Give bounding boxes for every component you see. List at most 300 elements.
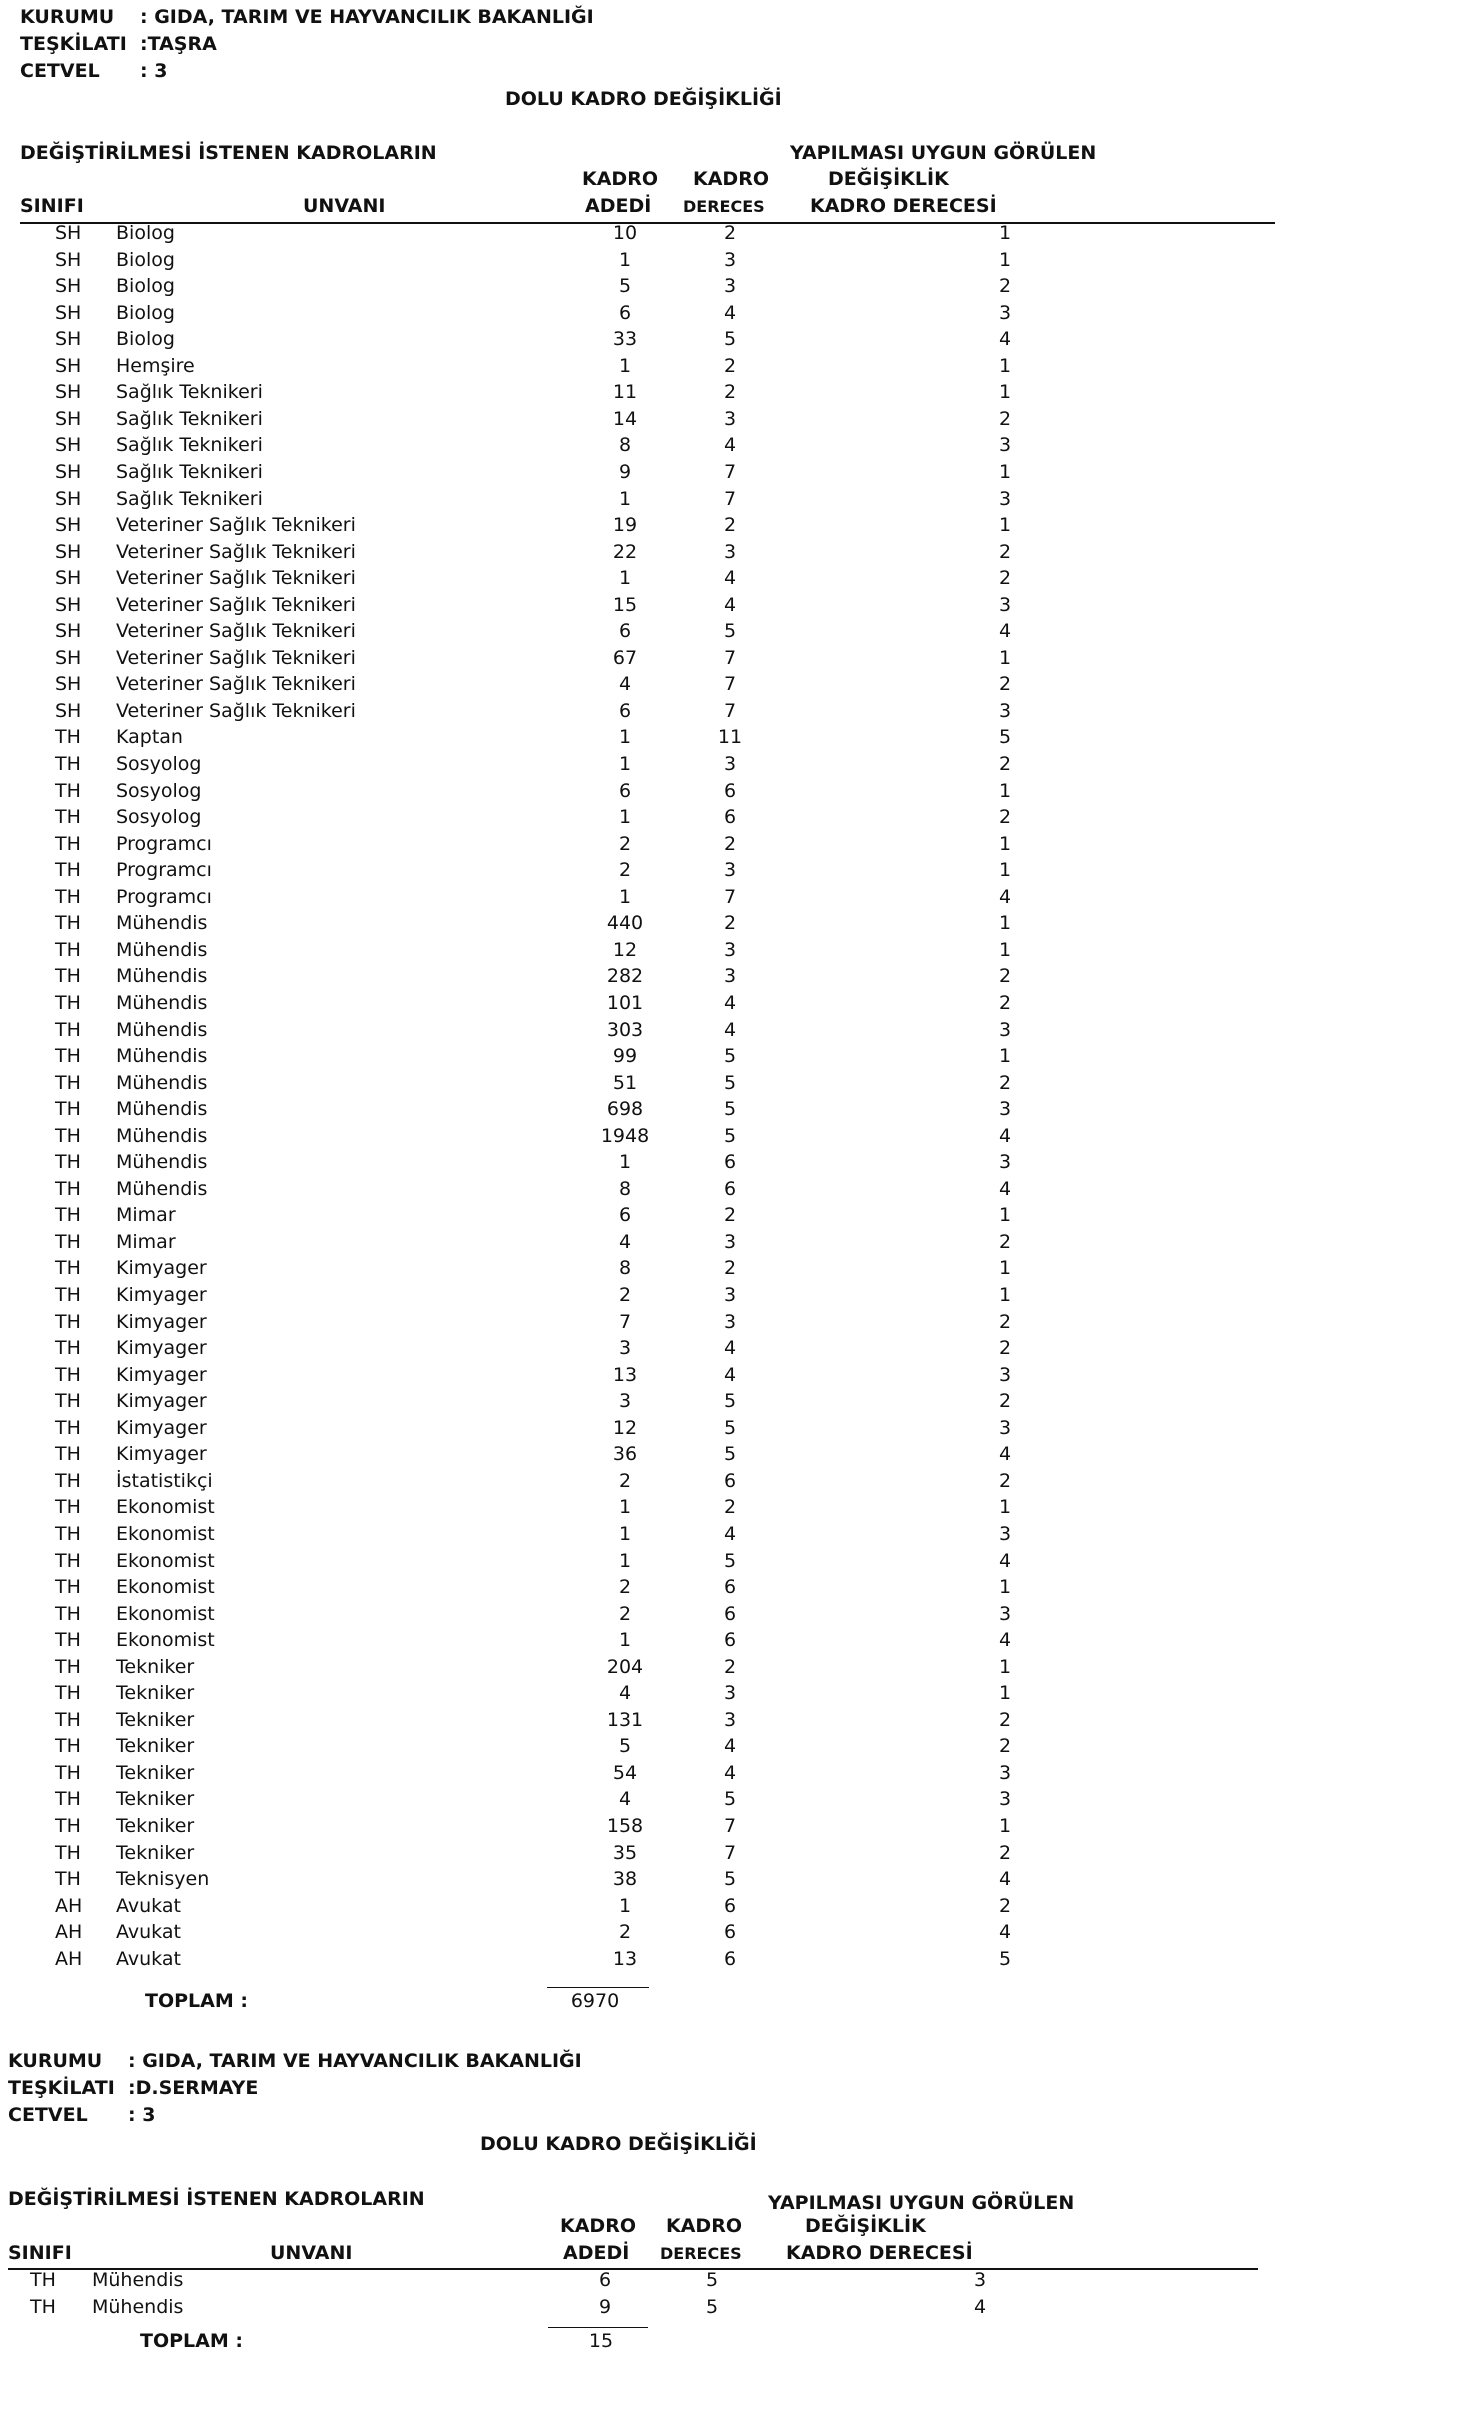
- cell-kadro-derecesi: 4: [998, 328, 1012, 351]
- cell-unvani: Tekniker: [116, 1788, 195, 1811]
- table-row: [0, 1523, 1475, 1550]
- cell-adedi: 51: [612, 1071, 638, 1094]
- col-header-kadro-2-2: KADRO: [666, 2215, 742, 2237]
- cell-kadro-derecesi: 2: [998, 806, 1012, 829]
- cell-adedi: 6: [618, 301, 632, 324]
- table-row: [0, 381, 1475, 408]
- cell-kadro-derecesi: 3: [998, 1416, 1012, 1439]
- table-row: [0, 1868, 1475, 1895]
- cell-kadro-derecesi: 1: [998, 248, 1012, 271]
- table-row: [0, 1656, 1475, 1683]
- cell-sinifi: TH: [55, 1337, 81, 1360]
- cell-unvani: Tekniker: [116, 1735, 195, 1758]
- table-row: [0, 859, 1475, 886]
- table-row: [0, 514, 1475, 541]
- table-row: [0, 700, 1475, 727]
- cell-unvani: Avukat: [116, 1947, 181, 1970]
- cell-unvani: Mühendis: [116, 938, 208, 961]
- cell-derece: 2: [723, 222, 737, 244]
- table-row: [0, 647, 1475, 674]
- cell-kadro-derecesi: 1: [998, 514, 1012, 537]
- cell-kadro-derecesi: 2: [998, 1735, 1012, 1758]
- cell-derece: 5: [723, 1071, 737, 1094]
- cell-adedi: 2: [618, 832, 632, 855]
- cell-kadro-derecesi: 3: [998, 1151, 1012, 1174]
- cell-unvani: Biolog: [116, 328, 175, 351]
- cell-adedi: 19: [612, 514, 638, 537]
- table-row: [0, 461, 1475, 488]
- cell-adedi: 440: [606, 912, 644, 935]
- cell-derece: 2: [723, 354, 737, 377]
- cell-unvani: Biolog: [116, 301, 175, 324]
- cell-adedi: 6: [598, 2269, 612, 2291]
- cell-adedi: 2: [618, 1602, 632, 1625]
- col-header-degisiklik-2: DEĞİŞİKLİK: [805, 2215, 926, 2237]
- cell-unvani: Programcı: [116, 832, 212, 855]
- cell-derece: 7: [723, 699, 737, 722]
- table-row: [0, 2296, 1475, 2323]
- cell-kadro-derecesi: 2: [998, 567, 1012, 590]
- cell-unvani: Kimyager: [116, 1390, 207, 1413]
- cell-unvani: Avukat: [116, 1894, 181, 1917]
- col-header-kadro-derecesi-2: KADRO DERECESİ: [786, 2242, 973, 2264]
- cell-sinifi: TH: [55, 1788, 81, 1811]
- cell-sinifi: TH: [55, 1708, 81, 1731]
- col-header-degisiklik: DEĞİŞİKLİK: [828, 168, 949, 190]
- total-rule-2: [548, 2327, 648, 2328]
- cell-kadro-derecesi: 2: [998, 753, 1012, 775]
- cell-kadro-derecesi: 3: [998, 1018, 1012, 1041]
- cell-sinifi: TH: [55, 1443, 81, 1466]
- table-row: [0, 1842, 1475, 1869]
- cell-sinifi: SH: [55, 593, 82, 616]
- toplam-value-2: 15: [588, 2330, 614, 2352]
- cell-derece: 5: [723, 1549, 737, 1572]
- cell-kadro-derecesi: 4: [998, 1124, 1012, 1147]
- cell-sinifi: AH: [55, 1894, 83, 1917]
- cell-derece: 6: [723, 1177, 737, 1200]
- cell-unvani: Mimar: [116, 1204, 176, 1227]
- cell-unvani: Mühendis: [116, 1124, 208, 1147]
- cell-sinifi: TH: [30, 2269, 56, 2291]
- cell-adedi: 9: [618, 460, 632, 483]
- col-header-unvani-2: UNVANI: [270, 2242, 353, 2264]
- cell-unvani: Tekniker: [116, 1815, 195, 1837]
- cell-sinifi: TH: [55, 938, 81, 961]
- cell-unvani: Mühendis: [92, 2296, 184, 2318]
- cell-derece: 5: [723, 1868, 737, 1891]
- cell-kadro-derecesi: 2: [998, 1230, 1012, 1253]
- table-row: [0, 806, 1475, 833]
- cetvel-label-2: CETVEL: [8, 2104, 88, 2126]
- cell-kadro-derecesi: 2: [998, 1894, 1012, 1917]
- cell-adedi: 6: [618, 1204, 632, 1227]
- teskilati-label-2: TEŞKİLATI: [8, 2077, 115, 2099]
- cell-sinifi: SH: [55, 275, 82, 298]
- cell-derece: 6: [723, 1947, 737, 1970]
- cell-kadro-derecesi: 1: [998, 1496, 1012, 1519]
- cell-adedi: 36: [612, 1443, 638, 1466]
- cell-kadro-derecesi: 3: [998, 1522, 1012, 1545]
- cell-derece: 5: [723, 328, 737, 351]
- cell-derece: 2: [723, 1204, 737, 1227]
- cell-derece: 6: [723, 1576, 737, 1599]
- cell-sinifi: SH: [55, 646, 82, 669]
- cell-unvani: Veteriner Sağlık Teknikeri: [116, 646, 356, 669]
- cell-kadro-derecesi: 4: [998, 1868, 1012, 1891]
- cell-derece: 6: [723, 1894, 737, 1917]
- cell-derece: 2: [723, 1257, 737, 1280]
- cell-kadro-derecesi: 1: [998, 1682, 1012, 1705]
- cell-sinifi: TH: [55, 1576, 81, 1599]
- cell-kadro-derecesi: 2: [998, 1071, 1012, 1094]
- table-row: [0, 1629, 1475, 1656]
- cell-adedi: 99: [612, 1045, 638, 1068]
- cell-unvani: Kimyager: [116, 1337, 207, 1360]
- cell-adedi: 1: [618, 1549, 632, 1572]
- cell-kadro-derecesi: 1: [998, 381, 1012, 404]
- table-row: [0, 1762, 1475, 1789]
- kurumu-value-2: : GIDA, TARIM VE HAYVANCILIK BAKANLIĞI: [128, 2050, 582, 2072]
- cetvel-value: : 3: [140, 60, 168, 82]
- cell-sinifi: TH: [55, 1469, 81, 1492]
- cell-derece: 5: [723, 1443, 737, 1466]
- cell-kadro-derecesi: 2: [998, 1310, 1012, 1333]
- cell-kadro-derecesi: 5: [998, 726, 1012, 749]
- cell-kadro-derecesi: 1: [998, 779, 1012, 802]
- col-header-unvani: UNVANI: [303, 195, 386, 217]
- table-row: [0, 965, 1475, 992]
- cell-adedi: 4: [618, 1788, 632, 1811]
- cell-adedi: 303: [606, 1018, 644, 1041]
- table-row: [0, 1257, 1475, 1284]
- table-row: [0, 939, 1475, 966]
- cell-adedi: 204: [606, 1655, 644, 1678]
- cell-sinifi: TH: [55, 1018, 81, 1041]
- cell-derece: 3: [723, 965, 737, 988]
- table-row: [0, 1019, 1475, 1046]
- table-row: [0, 780, 1475, 807]
- cell-unvani: Mühendis: [116, 991, 208, 1014]
- cell-kadro-derecesi: 3: [998, 1761, 1012, 1784]
- cell-adedi: 1: [618, 1522, 632, 1545]
- cell-derece: 4: [723, 593, 737, 616]
- cell-kadro-derecesi: 3: [998, 487, 1012, 510]
- cell-adedi: 1948: [600, 1124, 650, 1147]
- table-row: [0, 1603, 1475, 1630]
- cell-derece: 4: [723, 1735, 737, 1758]
- cell-kadro-derecesi: 4: [998, 1629, 1012, 1652]
- table-row: [0, 1364, 1475, 1391]
- cell-kadro-derecesi: 4: [998, 1443, 1012, 1466]
- cell-unvani: Veteriner Sağlık Teknikeri: [116, 540, 356, 563]
- col-header-kadro-derecesi: KADRO DERECESİ: [810, 195, 997, 217]
- table-row: [0, 1204, 1475, 1231]
- cell-kadro-derecesi: 1: [998, 460, 1012, 483]
- cell-unvani: Ekonomist: [116, 1576, 215, 1599]
- cell-unvani: Veteriner Sağlık Teknikeri: [116, 673, 356, 696]
- cell-derece: 3: [723, 248, 737, 271]
- cell-adedi: 22: [612, 540, 638, 563]
- table-row: [0, 1895, 1475, 1922]
- cell-sinifi: TH: [55, 1761, 81, 1784]
- cell-unvani: Biolog: [116, 275, 175, 298]
- table-row: [0, 1337, 1475, 1364]
- col-group-header-left: DEĞİŞTİRİLMESİ İSTENEN KADROLARIN: [20, 142, 437, 164]
- cell-unvani: Mühendis: [116, 1177, 208, 1200]
- cell-sinifi: TH: [55, 1868, 81, 1891]
- table-row: [0, 886, 1475, 913]
- cell-adedi: 12: [612, 938, 638, 961]
- cell-derece: 5: [723, 620, 737, 643]
- cell-derece: 3: [723, 859, 737, 882]
- total-rule: [547, 1987, 649, 1988]
- cell-adedi: 1: [618, 1894, 632, 1917]
- cell-sinifi: SH: [55, 381, 82, 404]
- cell-unvani: Teknisyen: [116, 1868, 210, 1891]
- cell-derece: 3: [723, 540, 737, 563]
- cell-sinifi: TH: [55, 1496, 81, 1519]
- cell-unvani: Tekniker: [116, 1682, 195, 1705]
- cell-derece: 7: [723, 460, 737, 483]
- cell-adedi: 11: [612, 381, 638, 404]
- cell-adedi: 5: [618, 275, 632, 298]
- cell-adedi: 1: [618, 806, 632, 829]
- cell-kadro-derecesi: 4: [998, 1921, 1012, 1944]
- cell-sinifi: TH: [55, 1416, 81, 1439]
- cell-derece: 3: [723, 275, 737, 298]
- cell-sinifi: TH: [55, 1655, 81, 1678]
- cell-kadro-derecesi: 4: [998, 885, 1012, 908]
- cell-kadro-derecesi: 1: [998, 912, 1012, 935]
- teskilati-label: TEŞKİLATI: [20, 33, 127, 55]
- cell-adedi: 8: [618, 1177, 632, 1200]
- cell-sinifi: TH: [55, 1230, 81, 1253]
- table-row: [0, 275, 1475, 302]
- cell-derece: 7: [723, 1841, 737, 1864]
- page-title: DOLU KADRO DEĞİŞİKLİĞİ: [505, 88, 782, 110]
- cell-unvani: Ekonomist: [116, 1522, 215, 1545]
- cell-adedi: 54: [612, 1761, 638, 1784]
- table-row: [0, 726, 1475, 753]
- cell-adedi: 3: [618, 1337, 632, 1360]
- cell-kadro-derecesi: 3: [998, 301, 1012, 324]
- cell-adedi: 1: [618, 753, 632, 775]
- cell-sinifi: TH: [55, 912, 81, 935]
- cell-kadro-derecesi: 2: [998, 1469, 1012, 1492]
- cell-derece: 2: [723, 1655, 737, 1678]
- cell-adedi: 35: [612, 1841, 638, 1864]
- table-row: [0, 1284, 1475, 1311]
- cell-unvani: Biolog: [116, 248, 175, 271]
- table-row: [0, 1390, 1475, 1417]
- cell-derece: 5: [723, 1416, 737, 1439]
- cell-sinifi: SH: [55, 434, 82, 457]
- cell-adedi: 4: [618, 673, 632, 696]
- table-row: [0, 833, 1475, 860]
- cell-sinifi: TH: [30, 2296, 56, 2318]
- cell-derece: 7: [723, 487, 737, 510]
- cell-unvani: Ekonomist: [116, 1629, 215, 1652]
- cell-sinifi: TH: [55, 859, 81, 882]
- cell-adedi: 4: [618, 1230, 632, 1253]
- col-group-header-left-2: DEĞİŞTİRİLMESİ İSTENEN KADROLARIN: [8, 2188, 425, 2210]
- cell-unvani: Mühendis: [92, 2269, 184, 2291]
- cell-unvani: Kimyager: [116, 1363, 207, 1386]
- cell-unvani: Sağlık Teknikeri: [116, 407, 263, 430]
- cell-adedi: 13: [612, 1947, 638, 1970]
- cell-adedi: 1: [618, 1496, 632, 1519]
- cell-derece: 6: [723, 1151, 737, 1174]
- cell-sinifi: SH: [55, 301, 82, 324]
- col-header-adedi: ADEDİ: [585, 195, 652, 217]
- cell-unvani: Veteriner Sağlık Teknikeri: [116, 514, 356, 537]
- cell-kadro-derecesi: 2: [998, 1390, 1012, 1413]
- cell-sinifi: TH: [55, 1310, 81, 1333]
- cell-derece: 5: [723, 1390, 737, 1413]
- cell-derece: 11: [717, 726, 743, 749]
- cell-derece: 5: [705, 2269, 719, 2291]
- cell-sinifi: SH: [55, 328, 82, 351]
- cetvel-label: CETVEL: [20, 60, 100, 82]
- cell-kadro-derecesi: 3: [998, 593, 1012, 616]
- cell-kadro-derecesi: 3: [998, 1602, 1012, 1625]
- table-row: [0, 1496, 1475, 1523]
- cell-derece: 2: [723, 832, 737, 855]
- cell-kadro-derecesi: 4: [998, 1177, 1012, 1200]
- col-header-sinifi-2: SINIFI: [8, 2242, 72, 2264]
- cell-derece: 4: [723, 1337, 737, 1360]
- cell-adedi: 7: [618, 1310, 632, 1333]
- cell-sinifi: TH: [55, 1549, 81, 1572]
- table-row: [0, 222, 1475, 249]
- kurumu-value: : GIDA, TARIM VE HAYVANCILIK BAKANLIĞI: [140, 6, 594, 28]
- cell-adedi: 2: [618, 859, 632, 882]
- cell-derece: 5: [723, 1098, 737, 1121]
- col-group-header-right: YAPILMASI UYGUN GÖRÜLEN: [790, 142, 1097, 164]
- cell-adedi: 3: [618, 1390, 632, 1413]
- table-row: [0, 488, 1475, 515]
- teskilati-value-2: :D.SERMAYE: [128, 2077, 259, 2099]
- table-row: [0, 1311, 1475, 1338]
- toplam-label: TOPLAM :: [145, 1990, 248, 2012]
- cell-kadro-derecesi: 2: [998, 407, 1012, 430]
- cell-derece: 3: [723, 1284, 737, 1306]
- cell-derece: 3: [723, 1682, 737, 1705]
- cell-derece: 4: [723, 434, 737, 457]
- cell-unvani: Mühendis: [116, 1151, 208, 1174]
- cell-unvani: Mimar: [116, 1230, 176, 1253]
- cell-adedi: 8: [618, 434, 632, 457]
- table-row: [0, 1735, 1475, 1762]
- cell-adedi: 67: [612, 646, 638, 669]
- cell-derece: 7: [723, 1815, 737, 1837]
- table-row: [0, 1576, 1475, 1603]
- cell-sinifi: TH: [55, 1284, 81, 1306]
- cell-adedi: 13: [612, 1363, 638, 1386]
- cell-adedi: 2: [618, 1284, 632, 1306]
- cell-kadro-derecesi: 3: [973, 2269, 987, 2291]
- cell-sinifi: SH: [55, 354, 82, 377]
- cell-derece: 4: [723, 991, 737, 1014]
- table-row: [0, 1550, 1475, 1577]
- cell-sinifi: SH: [55, 699, 82, 722]
- cell-adedi: 4: [618, 1682, 632, 1705]
- col-header-sinifi: SINIFI: [20, 195, 84, 217]
- cell-sinifi: SH: [55, 567, 82, 590]
- table-row: [0, 1948, 1475, 1975]
- cell-adedi: 1: [618, 567, 632, 590]
- cell-kadro-derecesi: 2: [998, 965, 1012, 988]
- table-row: [0, 1417, 1475, 1444]
- cell-adedi: 10: [612, 222, 638, 244]
- table-row: [0, 541, 1475, 568]
- cell-kadro-derecesi: 2: [998, 673, 1012, 696]
- cell-adedi: 8: [618, 1257, 632, 1280]
- cell-adedi: 1: [618, 885, 632, 908]
- cell-derece: 4: [723, 301, 737, 324]
- cell-adedi: 33: [612, 328, 638, 351]
- table-row: [0, 567, 1475, 594]
- cell-kadro-derecesi: 1: [998, 1655, 1012, 1678]
- table-row: [0, 1470, 1475, 1497]
- cell-kadro-derecesi: 4: [998, 620, 1012, 643]
- page-title-2: DOLU KADRO DEĞİŞİKLİĞİ: [480, 2133, 757, 2155]
- cell-derece: 6: [723, 1602, 737, 1625]
- cell-unvani: Sağlık Teknikeri: [116, 381, 263, 404]
- cell-kadro-derecesi: 3: [998, 434, 1012, 457]
- table-row: [0, 753, 1475, 780]
- cell-sinifi: TH: [55, 1682, 81, 1705]
- cell-adedi: 1: [618, 487, 632, 510]
- cell-sinifi: TH: [55, 1177, 81, 1200]
- cell-adedi: 6: [618, 779, 632, 802]
- cell-sinifi: TH: [55, 1841, 81, 1864]
- cell-unvani: Sağlık Teknikeri: [116, 434, 263, 457]
- cell-adedi: 38: [612, 1868, 638, 1891]
- cell-sinifi: TH: [55, 1629, 81, 1652]
- col-header-kadro-1-2: KADRO: [560, 2215, 636, 2237]
- cell-derece: 7: [723, 885, 737, 908]
- cell-adedi: 15: [612, 593, 638, 616]
- cell-sinifi: TH: [55, 1602, 81, 1625]
- cell-adedi: 6: [618, 620, 632, 643]
- cell-derece: 2: [723, 514, 737, 537]
- cell-sinifi: SH: [55, 673, 82, 696]
- cell-unvani: Mühendis: [116, 912, 208, 935]
- cell-sinifi: TH: [55, 1815, 81, 1837]
- table-row: [0, 1709, 1475, 1736]
- cell-derece: 3: [723, 938, 737, 961]
- table-row: [0, 1921, 1475, 1948]
- cell-unvani: İstatistikçi: [116, 1469, 213, 1492]
- cetvel-value-2: : 3: [128, 2104, 156, 2126]
- cell-unvani: Veteriner Sağlık Teknikeri: [116, 620, 356, 643]
- cell-unvani: Avukat: [116, 1921, 181, 1944]
- cell-kadro-derecesi: 2: [998, 1708, 1012, 1731]
- table-row: [0, 673, 1475, 700]
- cell-sinifi: SH: [55, 540, 82, 563]
- cell-sinifi: TH: [55, 726, 81, 749]
- cell-derece: 3: [723, 1310, 737, 1333]
- cell-unvani: Kimyager: [116, 1310, 207, 1333]
- col-header-adedi-2: ADEDİ: [563, 2242, 630, 2264]
- table-row: [0, 1178, 1475, 1205]
- cell-unvani: Ekonomist: [116, 1496, 215, 1519]
- cell-adedi: 1: [618, 726, 632, 749]
- cell-derece: 2: [723, 912, 737, 935]
- cell-kadro-derecesi: 4: [998, 1549, 1012, 1572]
